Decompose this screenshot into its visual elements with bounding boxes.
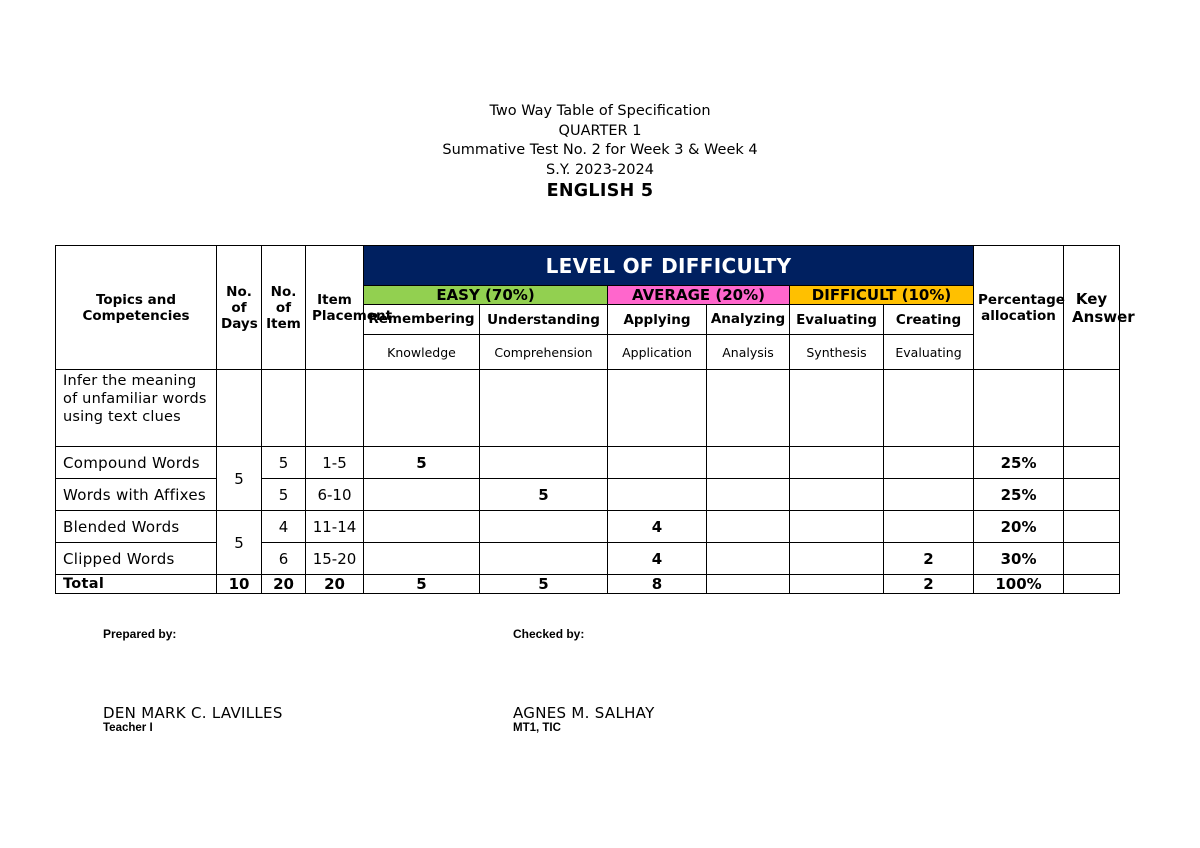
skill-remembering: Remembering	[364, 305, 480, 335]
header-school-year: S.Y. 2023-2024	[546, 161, 654, 178]
prepared-by-name: DEN MARK C. LAVILLES	[103, 704, 283, 722]
skill-evaluating: Evaluating	[790, 305, 884, 335]
topic-cell: Clipped Words	[56, 543, 217, 575]
topic-cell: Compound Words	[56, 447, 217, 479]
percentage-cell: 25%	[974, 447, 1064, 479]
table-row	[56, 511, 1120, 543]
placement-cell: 6-10	[306, 479, 364, 511]
checked-by-block	[513, 627, 584, 641]
placement-cell: 1-5	[306, 447, 364, 479]
evaluating-cell	[790, 447, 884, 479]
prepared-by-position: Teacher I	[103, 722, 153, 734]
placement-cell: 15-20	[306, 543, 364, 575]
skill-analyzing: Analyzing	[707, 305, 790, 335]
table-row	[56, 543, 1120, 575]
prepared-by-label: Prepared by:	[103, 627, 177, 641]
applying-cell	[608, 447, 707, 479]
total-percentage: 100%	[974, 575, 1064, 594]
remembering-cell: 5	[364, 447, 480, 479]
easy-header: EASY (70%)	[364, 286, 608, 305]
col-days-header: No. of Days	[217, 246, 262, 370]
items-cell: 6	[262, 543, 306, 575]
placement-cell: 11-14	[306, 511, 364, 543]
header-title: Two Way Table of Specification	[489, 103, 711, 119]
understanding-cell	[480, 511, 608, 543]
percentage-cell: 30%	[974, 543, 1064, 575]
total-items: 20	[262, 575, 306, 594]
key-answer-cell	[1064, 511, 1120, 543]
creating-cell: 2	[884, 543, 974, 575]
specification-table	[55, 245, 1135, 594]
prepared-by-signatory	[103, 704, 283, 734]
key-answer-cell	[1064, 447, 1120, 479]
checked-by-position: MT1, TIC	[513, 722, 561, 734]
items-cell: 4	[262, 511, 306, 543]
document-header	[0, 102, 1200, 180]
skill-creating: Creating	[884, 305, 974, 335]
applying-cell: 4	[608, 543, 707, 575]
total-analyzing	[707, 575, 790, 594]
analyzing-cell	[707, 543, 790, 575]
total-key-answer	[1064, 575, 1120, 594]
level-analysis: Analysis	[707, 335, 790, 370]
remembering-cell	[364, 543, 480, 575]
prepared-by-block	[103, 627, 176, 641]
analyzing-cell	[707, 511, 790, 543]
total-row	[56, 575, 1120, 594]
col-placement-header: Item Placement	[306, 246, 364, 370]
items-cell: 5	[262, 447, 306, 479]
analyzing-cell	[707, 479, 790, 511]
total-creating: 2	[884, 575, 974, 594]
skill-understanding: Understanding	[480, 305, 608, 335]
total-remembering: 5	[364, 575, 480, 594]
items-cell: 5	[262, 479, 306, 511]
percentage-cell: 25%	[974, 479, 1064, 511]
remembering-cell	[364, 479, 480, 511]
checked-by-signatory	[513, 704, 655, 734]
level-application: Application	[608, 335, 707, 370]
total-days: 10	[217, 575, 262, 594]
level-of-difficulty-header: LEVEL OF DIFFICULTY	[364, 246, 974, 286]
creating-cell	[884, 447, 974, 479]
total-applying: 8	[608, 575, 707, 594]
skill-applying: Applying	[608, 305, 707, 335]
key-answer-cell	[1064, 479, 1120, 511]
days-cell: 5	[217, 447, 262, 511]
creating-cell	[884, 511, 974, 543]
average-header: AVERAGE (20%)	[608, 286, 790, 305]
understanding-cell	[480, 543, 608, 575]
applying-cell: 4	[608, 511, 707, 543]
understanding-cell	[480, 447, 608, 479]
header-quarter: QUARTER 1	[558, 122, 642, 139]
percentage-cell: 20%	[974, 511, 1064, 543]
col-percentage-header: Percentage allocation	[974, 246, 1064, 370]
topic-cell: Words with Affixes	[56, 479, 217, 511]
evaluating-cell	[790, 511, 884, 543]
evaluating-cell	[790, 479, 884, 511]
remembering-cell	[364, 511, 480, 543]
subject-title: ENGLISH 5	[546, 181, 654, 201]
applying-cell	[608, 479, 707, 511]
col-items-header: No. of Item	[262, 246, 306, 370]
level-knowledge: Knowledge	[364, 335, 480, 370]
col-key-answer-header: Key Answer	[1064, 246, 1120, 370]
table-row	[56, 479, 1120, 511]
understanding-cell: 5	[480, 479, 608, 511]
difficult-header: DIFFICULT (10%)	[790, 286, 974, 305]
table-row	[56, 447, 1120, 479]
total-label: Total	[56, 575, 217, 594]
total-understanding: 5	[480, 575, 608, 594]
topic-cell: Blended Words	[56, 511, 217, 543]
header-test: Summative Test No. 2 for Week 3 & Week 4	[442, 142, 758, 158]
level-comprehension: Comprehension	[480, 335, 608, 370]
level-evaluating: Evaluating	[884, 335, 974, 370]
analyzing-cell	[707, 447, 790, 479]
col-topics-header: Topics and Competencies	[56, 246, 217, 370]
evaluating-cell	[790, 543, 884, 575]
competency-cell: Infer the meaning of unfamiliar words using text clues	[56, 370, 217, 447]
checked-by-name: AGNES M. SALHAY	[513, 704, 655, 722]
level-synthesis: Synthesis	[790, 335, 884, 370]
creating-cell	[884, 479, 974, 511]
key-answer-cell	[1064, 543, 1120, 575]
total-placement: 20	[306, 575, 364, 594]
total-evaluating	[790, 575, 884, 594]
days-cell: 5	[217, 511, 262, 575]
checked-by-label: Checked by:	[513, 627, 585, 641]
